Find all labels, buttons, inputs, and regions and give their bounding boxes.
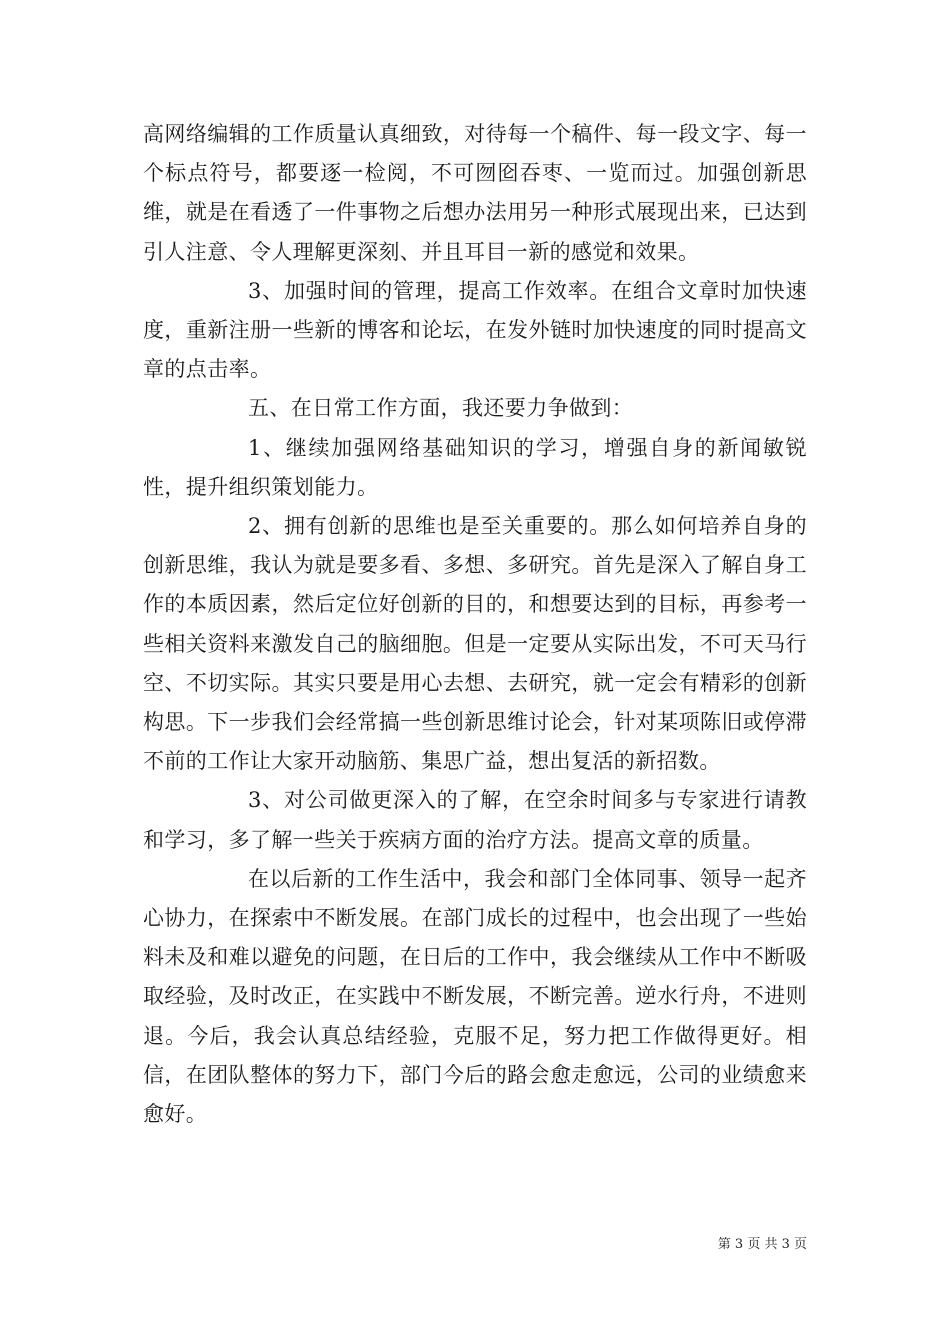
paragraph-2: 3、加强时间的管理，提高工作效率。在组合文章时加快速度，重新注册一些新的博客和论坛，在发外链时加快速度的同时提高文章的点击率。 [143,278,807,382]
document-body [143,115,807,1134]
paragraph-6: 3、对公司做更深入的了解，在空余时间多与专家进行请教和学习，多了解一些关于疾病方面的治疗方法。提高文章的质量。 [143,788,807,852]
paragraph-3: 五、在日常工作方面，我还要力争做到： [248,396,634,421]
page-number-footer: 第 3 页 共 3 页 [717,1237,807,1252]
paragraph-5: 2、拥有创新的思维也是至关重要的。那么如何培养自身的创新思维，我认为就是要多看、多想、多研究。首先是深入了解自身工作的本质因素，然后定位好创新的目的，和想要达到的目标，再参考一些相关资料来激发自己的脑细胞。但是一定要从实际出发，不可天马行空、不切实际。其实只要是用心去想、去研究，就一定会有精彩的创新构思。下一步我们会经常搞一些创新思维讨论会，针对某项陈旧或停滞不前的工作让大家开动脑筋、集思广益，想出复活的新招数。 [143,514,807,774]
paragraph-4: 1、继续加强网络基础知识的学习，增强自身的新闻敏锐性，提升组织策划能力。 [143,435,807,499]
paragraph-1: 高网络编辑的工作质量认真细致，对待每一个稿件、每一段文字、每一个标点符号，都要逐一检阅，不可囫囵吞枣、一览而过。加强创新思维，就是在看透了一件事物之后想办法用另一种形式展现出来，已达到引人注意、令人理解更深刻、并且耳目一新的感觉和效果。 [143,122,807,264]
paragraph-7: 在以后新的工作生活中，我会和部门全体同事、领导一起齐心协力，在探索中不断发展。在部门成长的过程中，也会出现了一些始料未及和难以避免的问题，在日后的工作中，我会继续从工作中不断吸取经验，及时改正，在实践中不断发展，不断完善。逆水行舟，不进则退。今后，我会认真总结经验，克服不足，努力把工作做得更好。相信，在团队整体的努力下，部门今后的路会愈走愈远，公司的业绩愈来愈好。 [143,866,807,1127]
